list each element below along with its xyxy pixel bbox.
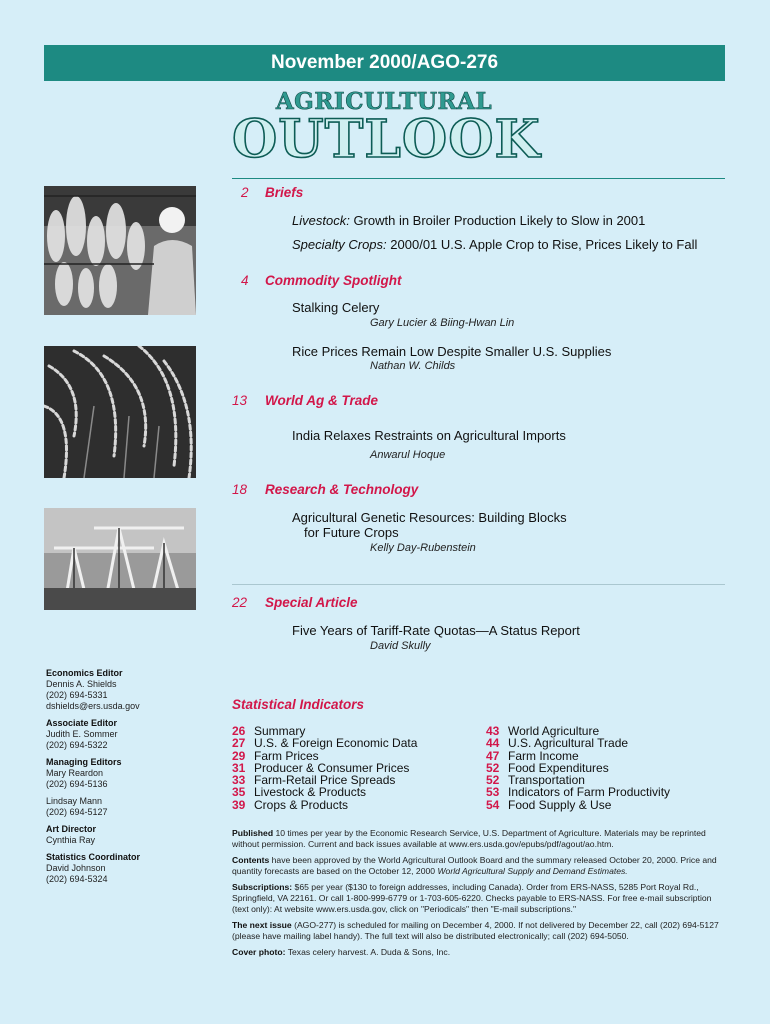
note-subscriptions bbox=[232, 882, 726, 914]
note-label: Subscriptions: bbox=[232, 882, 293, 893]
section-page-number: 4 bbox=[241, 273, 249, 288]
stat-label: Indicators of Farm Productivity bbox=[508, 785, 671, 800]
stat-label: Food Expenditures bbox=[508, 760, 609, 775]
article-title: Rice Prices Remain Low Despite Smaller U.S. Supplies bbox=[292, 344, 612, 359]
note-text: Texas celery harvest. A. Duda & Sons, Inc. bbox=[285, 947, 451, 958]
article-title: 2000/01 U.S. Apple Crop to Rise, Prices Likely to Fall bbox=[390, 237, 698, 252]
stat-label: U.S. & Foreign Economic Data bbox=[254, 736, 418, 751]
stat-page: 39 bbox=[232, 797, 246, 812]
note-text: (AGO-277) is scheduled for mailing on December 4, 2000. If not delivered by December 22, call (202) 694-5127 (please have mailing label handy). The full text will also be distributed electronically; call (202) 694-5050. bbox=[232, 920, 719, 941]
stat-page: 52 bbox=[486, 760, 500, 775]
stat-page: 33 bbox=[232, 773, 246, 788]
section-divider bbox=[232, 584, 725, 585]
stat-page: 44 bbox=[486, 736, 500, 751]
masthead-role: Managing Editors bbox=[46, 757, 122, 767]
masthead-name: David Johnson bbox=[46, 863, 106, 873]
note-label: Contents bbox=[232, 855, 270, 866]
stat-page: 54 bbox=[486, 797, 500, 812]
stat-label: Food Supply & Use bbox=[508, 797, 612, 812]
stat-label: U.S. Agricultural Trade bbox=[508, 736, 629, 751]
masthead bbox=[46, 668, 216, 885]
stat-label: Farm-Retail Price Spreads bbox=[254, 773, 396, 788]
logo-agricultural: AGRICULTURAL bbox=[275, 88, 493, 115]
note-next-issue bbox=[232, 920, 726, 941]
article-label: Specialty Crops: bbox=[292, 237, 387, 252]
port-cranes-photo bbox=[44, 508, 196, 610]
stat-page: 47 bbox=[486, 748, 500, 763]
article-author: Kelly Day-Rubenstein bbox=[370, 542, 476, 554]
masthead-name: Lindsay Mann bbox=[46, 796, 103, 806]
section-page-number: 13 bbox=[232, 393, 248, 408]
masthead-phone: (202) 694-5324 bbox=[46, 874, 108, 884]
section-title-special-article: Special Article bbox=[265, 595, 358, 610]
masthead-role: Statistics Coordinator bbox=[46, 852, 141, 862]
article-author: Gary Lucier & Biing-Hwan Lin bbox=[370, 317, 515, 329]
note-text: have been approved by the World Agricultural Outlook Board and the summary released October 20, 2000. Price and quantity forecasts are based on the October 12, 2000 bbox=[232, 855, 717, 876]
poultry-processing-photo bbox=[44, 186, 196, 315]
article-title: Five Years of Tariff-Rate Quotas—A Status Report bbox=[292, 623, 580, 638]
note-contents bbox=[232, 855, 726, 876]
note-label: The next issue bbox=[232, 920, 292, 931]
publication-notes bbox=[232, 828, 726, 964]
masthead-phone: (202) 694-5322 bbox=[46, 740, 108, 750]
stat-page: 52 bbox=[486, 773, 500, 788]
rice-plants-photo bbox=[44, 346, 196, 478]
issue-banner: November 2000/AGO-276 bbox=[44, 45, 725, 81]
masthead-email: dshields@ers.usda.gov bbox=[46, 701, 140, 711]
masthead-phone: (202) 694-5127 bbox=[46, 807, 108, 817]
stat-label: Farm Income bbox=[508, 748, 579, 763]
note-label: Cover photo: bbox=[232, 947, 286, 958]
note-label: Published bbox=[232, 828, 274, 838]
article-title: Stalking Celery bbox=[292, 300, 380, 315]
article-title: India Relaxes Restraints on Agricultural Imports bbox=[292, 428, 566, 443]
stat-label: Summary bbox=[254, 724, 306, 738]
stat-label: Farm Prices bbox=[254, 748, 319, 763]
stat-page: 43 bbox=[486, 724, 500, 738]
section-title-commodity-spotlight: Commodity Spotlight bbox=[265, 273, 402, 288]
article-specialty-crops bbox=[292, 237, 697, 252]
stat-page: 53 bbox=[486, 785, 500, 800]
stat-row bbox=[232, 799, 417, 811]
masthead-name: Dennis A. Shields bbox=[46, 679, 117, 689]
stat-list-right bbox=[486, 725, 670, 811]
article-author: Anwarul Hoque bbox=[370, 449, 446, 461]
article-livestock bbox=[292, 213, 645, 228]
stat-label: Transportation bbox=[508, 773, 585, 788]
masthead-phone: (202) 694-5331 bbox=[46, 690, 108, 700]
section-title-world-ag-trade: World Ag & Trade bbox=[265, 393, 379, 408]
masthead-role: Economics Editor bbox=[46, 668, 123, 678]
note-text: $65 per year ($130 to foreign addresses, including Canada). Order from ERS-NASS, 5285 Port Royal Rd., Springfield, VA 22161. Or call 1-800-999-6779 or 1-703-605-6220. Checks payable to ERS-NASS. For free e-mail subscription (text only): At website www.ers.usda.gov, click on "Periodicals" then "E-mail subscriptions." bbox=[232, 882, 712, 914]
statistical-indicators-title: Statistical Indicators bbox=[232, 697, 365, 712]
header-rule bbox=[232, 178, 725, 179]
section-title-research-technology: Research & Technology bbox=[265, 482, 419, 497]
stat-label: Livestock & Products bbox=[254, 785, 367, 800]
note-cover-photo bbox=[232, 947, 726, 958]
article-title-cont: for Future Crops bbox=[304, 525, 399, 540]
section-title-briefs: Briefs bbox=[265, 185, 304, 200]
stat-page: 29 bbox=[232, 748, 246, 763]
article-label: Livestock: bbox=[292, 213, 350, 228]
masthead-phone: (202) 694-5136 bbox=[46, 779, 108, 789]
masthead-name: Judith E. Sommer bbox=[46, 729, 118, 739]
note-text: 10 times per year by the Economic Research Service, U.S. Department of Agriculture. Materials may be reprinted without permission. Current and back issues available at www.ers.usda.gov/epubs/pdf/agout/ao.htm. bbox=[232, 828, 706, 849]
stat-page: 31 bbox=[232, 760, 246, 775]
stat-label: Crops & Products bbox=[254, 797, 349, 812]
stat-page: 26 bbox=[232, 724, 246, 738]
masthead-role: Art Director bbox=[46, 824, 97, 834]
note-published bbox=[232, 828, 726, 849]
masthead-name: Cynthia Ray bbox=[46, 835, 96, 845]
article-author: Nathan W. Childs bbox=[370, 360, 456, 372]
masthead-name: Mary Reardon bbox=[46, 768, 104, 778]
stat-page: 35 bbox=[232, 785, 246, 800]
logo-outlook: OUTLOOK bbox=[232, 109, 541, 170]
stat-page: 27 bbox=[232, 736, 246, 751]
note-italic: World Agricultural Supply and Demand Estimates. bbox=[437, 865, 628, 876]
stat-list-left bbox=[232, 725, 417, 811]
stat-row bbox=[486, 799, 670, 811]
masthead-role: Associate Editor bbox=[46, 718, 118, 728]
stat-label: World Agriculture bbox=[508, 724, 600, 738]
section-page-number: 22 bbox=[232, 595, 248, 610]
article-author: David Skully bbox=[370, 640, 431, 652]
stat-label: Producer & Consumer Prices bbox=[254, 760, 410, 775]
section-page-number: 18 bbox=[232, 482, 248, 497]
article-title: Growth in Broiler Production Likely to Slow in 2001 bbox=[353, 213, 646, 228]
section-page-number: 2 bbox=[241, 185, 249, 200]
article-title: Agricultural Genetic Resources: Building Blocks bbox=[292, 510, 567, 525]
